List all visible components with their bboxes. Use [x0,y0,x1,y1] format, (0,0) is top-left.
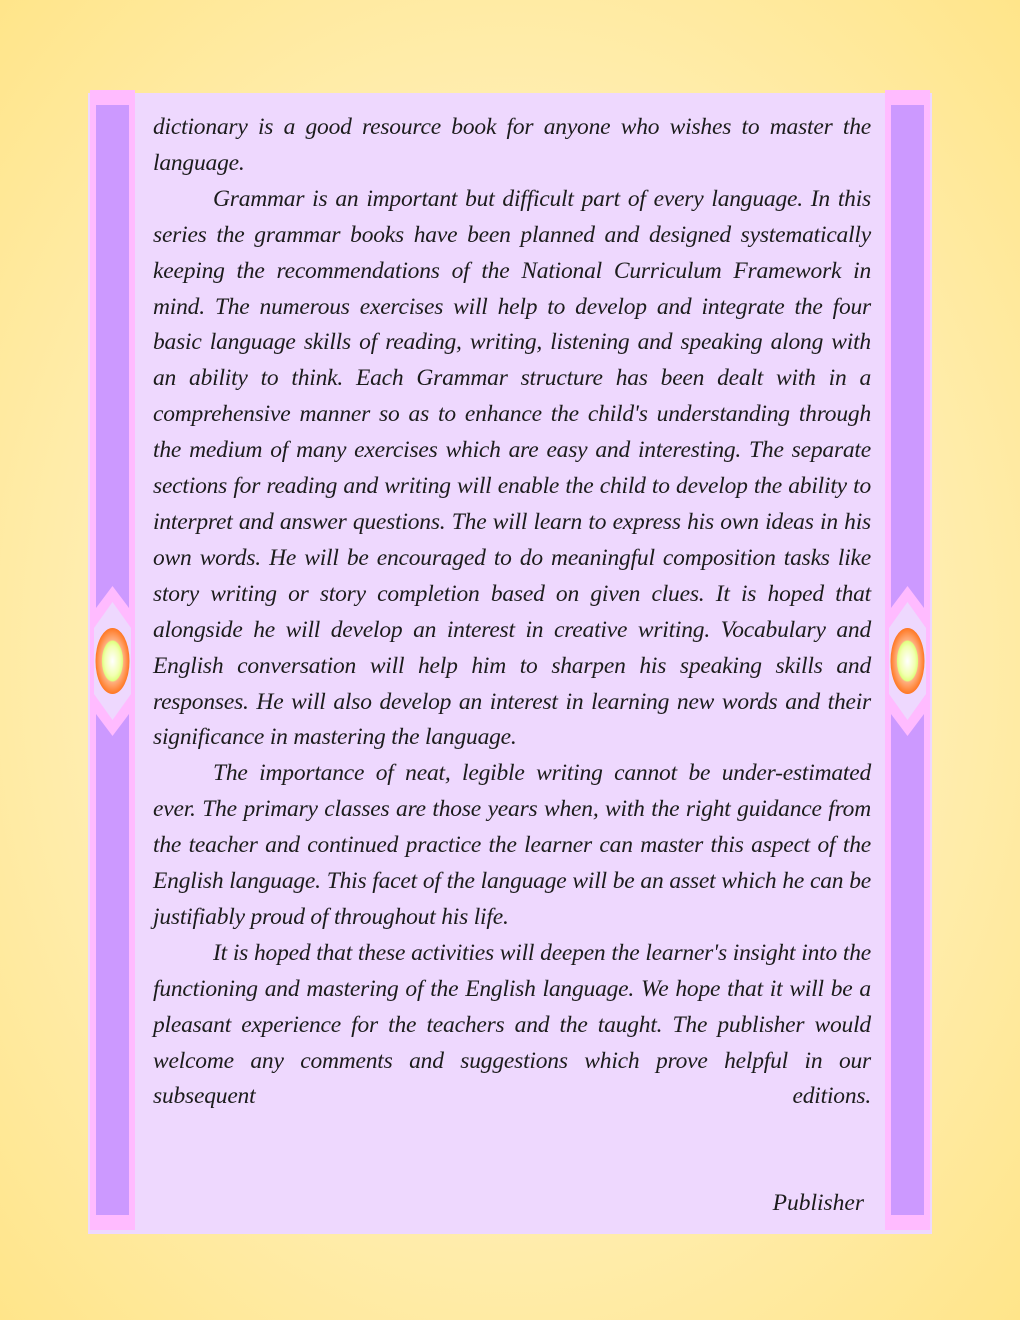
left-decorative-border [90,90,135,1230]
paragraph-handwriting: The importance of neat, legible writing cannot be under-estimated ever. The primary classes are those years when, with the right guidance from the teacher and continued practice the learner can master this aspect of the English language. This facet of the language will be an asset which he can be justifiably proud of throughout his life. [153,760,871,930]
diamond-gem-ornament-icon [885,586,930,736]
paragraph-closing: It is hoped that these activities will deepen the learner's insight into the functioning and mastering of the English language. We hope that it will be a pleasant experience for the teachers and the taught. The publisher would welcome any comments and suggestions which prove helpful in our subsequent editions. [153,939,871,1110]
publisher-signature: Publisher [772,1190,864,1216]
paragraph-dictionary-continuation: dictionary is a good resource book for anyone who wishes to master the language. [153,114,871,176]
diamond-gem-ornament-icon [90,586,135,736]
right-decorative-border [885,90,930,1230]
preface-body [153,110,871,1115]
paragraph-grammar: Grammar is an important but difficult part of every language. In this series the grammar books have been planned and designed systematically keeping the recommendations of the National Curriculum Framework in mind. The numerous exercises will help to develop and integrate the four basic language skills of reading, writing, listening and speaking along with an ability to think. Each Grammar structure has been dealt with in a comprehensive manner so as to enhance the child's understanding through the medium of many exercises which are easy and interesting. The separate sections for reading and writing will enable the child to develop the ability to interpret and answer questions. The will learn to express his own ideas in his own words. He will be encouraged to do meaningful composition tasks like story writing or story completion based on given clues. It is hoped that alongside he will develop an interest in creative writing. Vocabulary and English conversation will help him to sharpen his speaking skills and responses. He will also develop an interest in learning new words and their significance in mastering the language. [153,185,871,751]
